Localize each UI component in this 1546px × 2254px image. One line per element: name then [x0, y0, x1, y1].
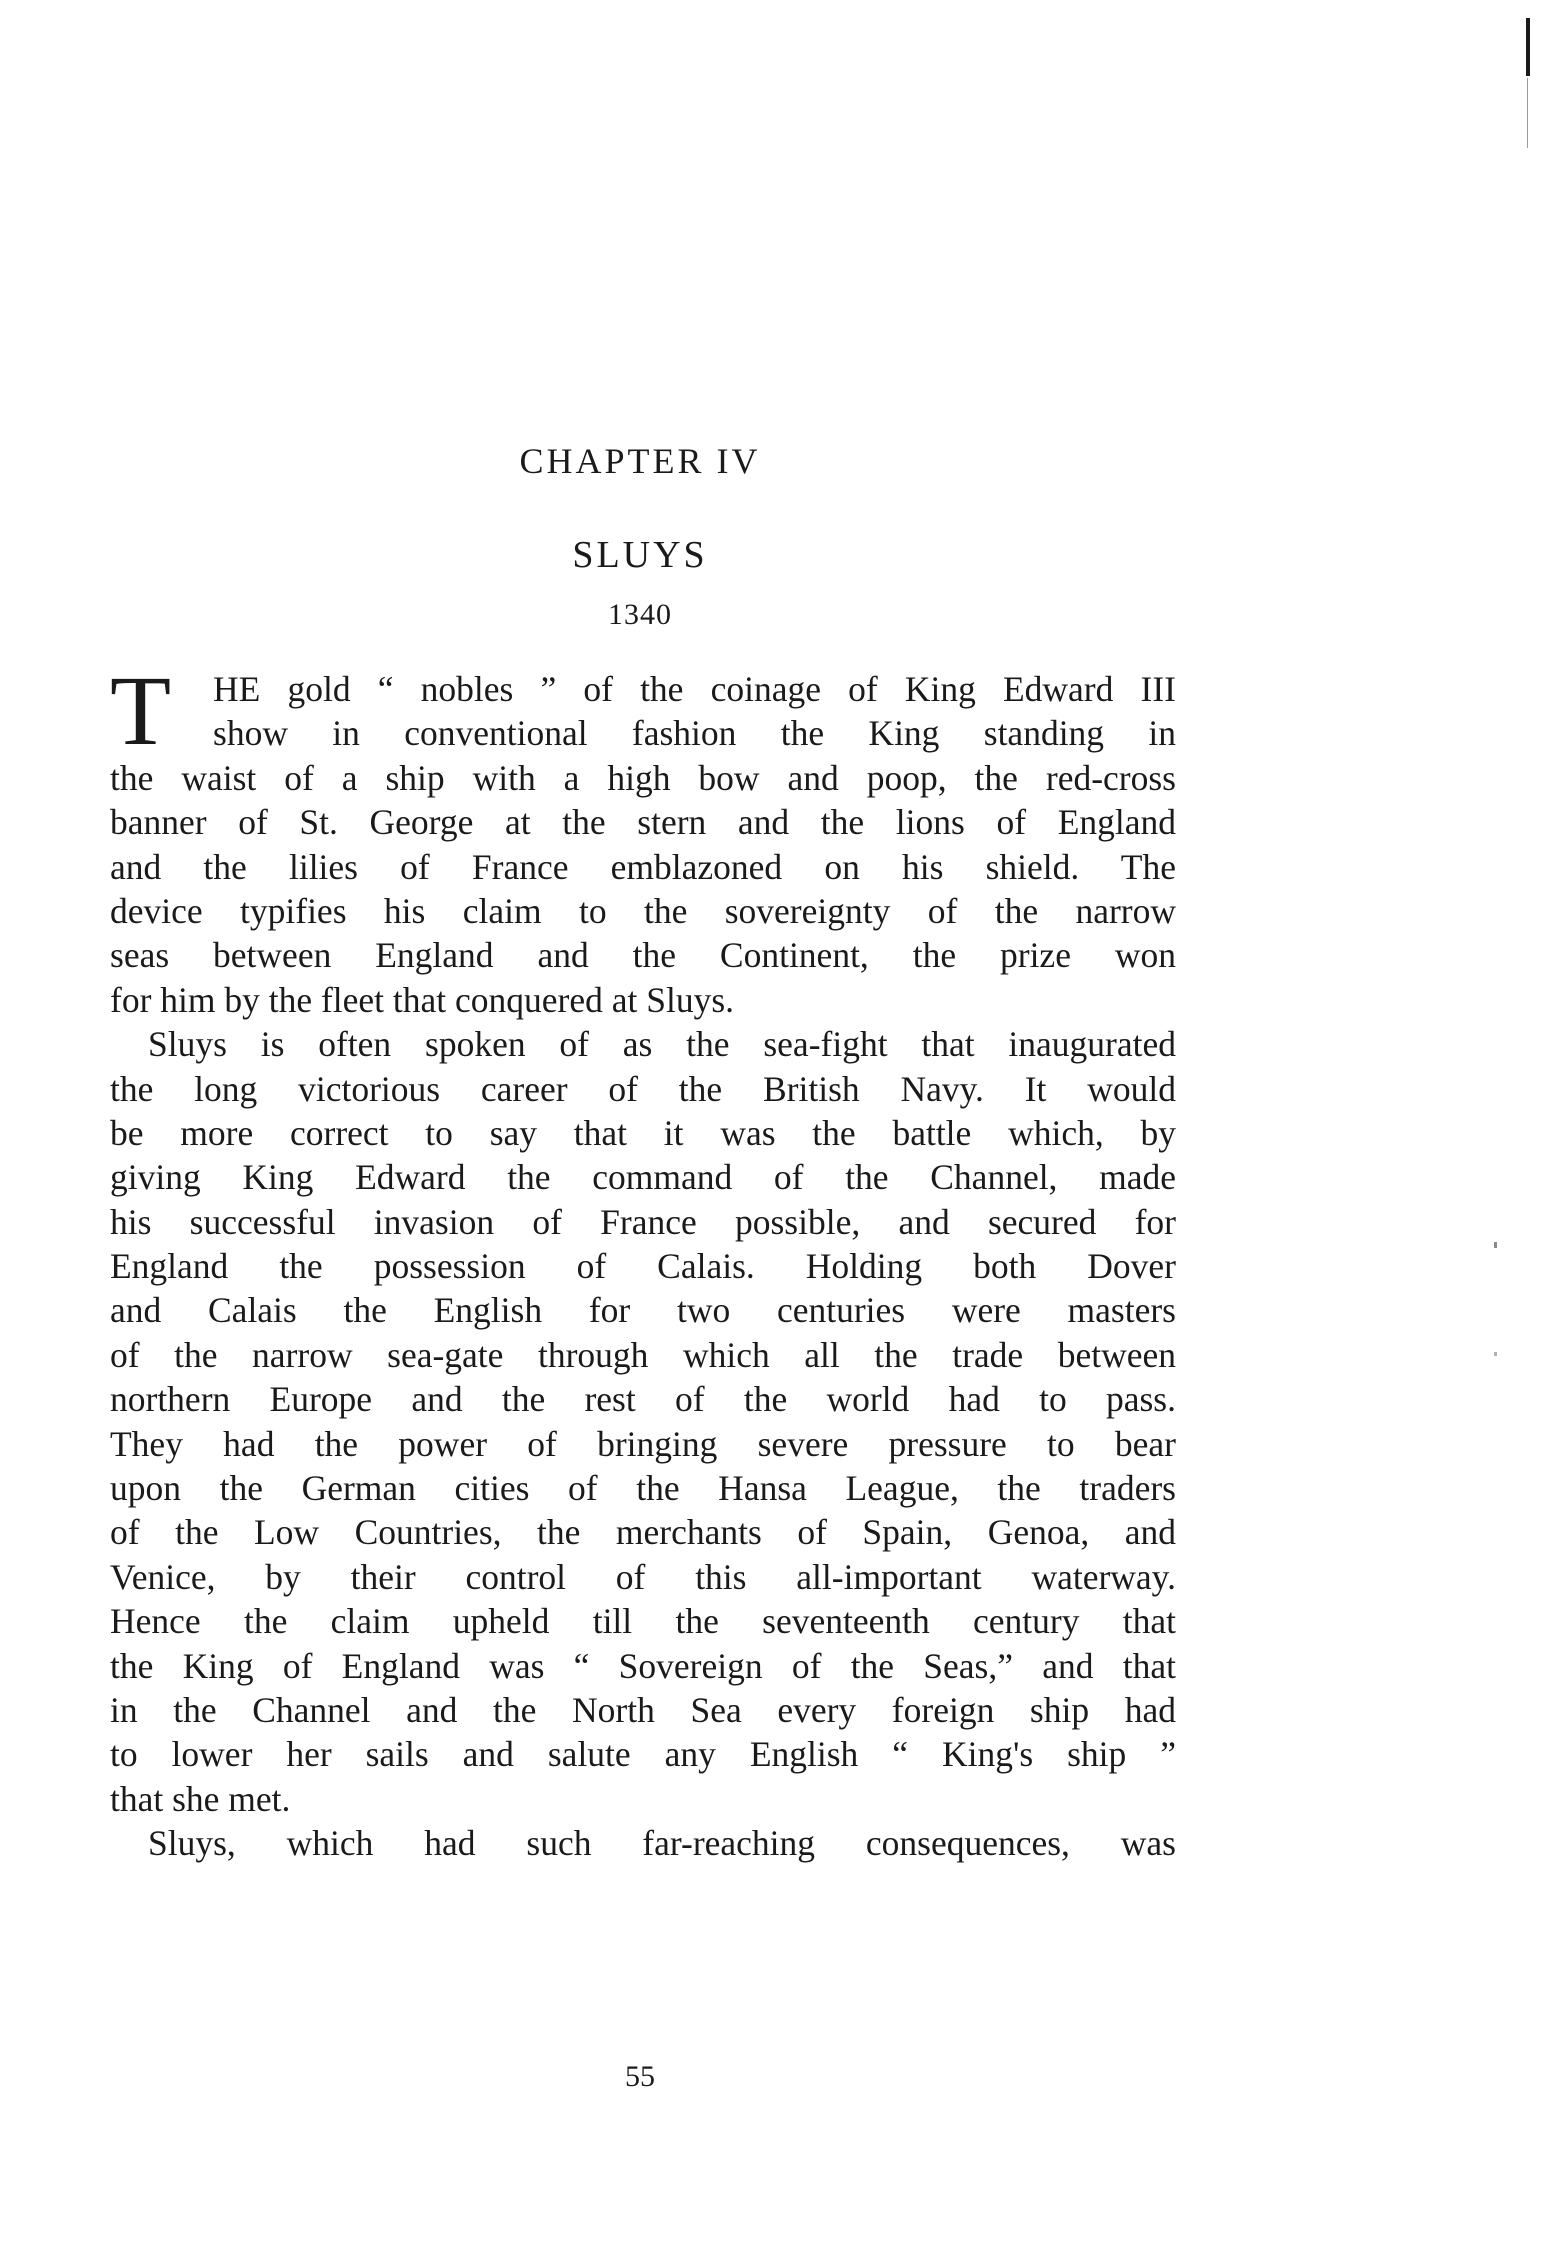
- text-line: Venice, by their control of this all-important waterway.: [110, 1556, 1176, 1597]
- margin-speck: [1494, 1242, 1497, 1248]
- text-line: HE gold “ nobles ” of the coinage of King Edward III: [213, 669, 1176, 709]
- text-line: the waist of a ship with a high bow and poop, the red-cross: [110, 757, 1176, 798]
- text-line: in the Channel and the North Sea every foreign ship had: [110, 1689, 1176, 1730]
- page-number: 55: [625, 2060, 655, 2093]
- text-line: the long victorious career of the British Navy. It would: [110, 1068, 1176, 1109]
- text-line: show in conventional fashion the King standing in: [213, 713, 1176, 754]
- text-line: They had the power of bringing severe pressure to bear: [110, 1423, 1176, 1464]
- text-line: device typifies his claim to the sovereignty of the narrow: [110, 890, 1176, 931]
- chapter-title: SLUYS: [572, 534, 708, 576]
- margin-speck: [1494, 1352, 1497, 1356]
- text-line: and the lilies of France emblazoned on his shield. The: [110, 846, 1176, 887]
- text-line: Hence the claim upheld till the seventeenth century that: [110, 1601, 1176, 1642]
- page-edge-mark-tail: [1527, 78, 1528, 148]
- text-line: to lower her sails and salute any English “ King's ship ”: [110, 1734, 1176, 1775]
- chapter-label: CHAPTER IV: [519, 441, 761, 481]
- chapter-year: 1340: [608, 598, 672, 631]
- text-line: banner of St. George at the stern and the lions of England: [110, 802, 1176, 843]
- page-edge-mark: [1526, 18, 1530, 76]
- text-line: England the possession of Calais. Holding both Dover: [110, 1246, 1176, 1287]
- text-line: for him by the fleet that conquered at Sluys.: [110, 979, 735, 1020]
- text-line: of the Low Countries, the merchants of Spain, Genoa, and: [110, 1512, 1176, 1553]
- text-line: giving King Edward the command of the Channel, made: [110, 1157, 1176, 1198]
- body-text: [110, 655, 1176, 1866]
- text-line: upon the German cities of the Hansa League, the traders: [110, 1468, 1176, 1509]
- drop-cap: T: [110, 655, 172, 766]
- text-line: of the narrow sea-gate through which all the trade between: [110, 1334, 1176, 1375]
- text-line: be more correct to say that it was the battle which, by: [110, 1112, 1176, 1153]
- text-line: and Calais the English for two centuries were masters: [110, 1290, 1176, 1331]
- text-line: the King of England was “ Sovereign of the Seas,” and that: [110, 1645, 1176, 1686]
- text-line: Sluys is often spoken of as the sea-fight that inaugurated: [148, 1024, 1176, 1065]
- text-line: that she met.: [110, 1778, 291, 1819]
- text-line: seas between England and the Continent, the prize won: [110, 935, 1176, 976]
- text-line: his successful invasion of France possible, and secured for: [110, 1201, 1176, 1242]
- text-line: Sluys, which had such far-reaching consequences, was: [148, 1823, 1176, 1864]
- text-line: northern Europe and the rest of the world had to pass.: [110, 1379, 1176, 1420]
